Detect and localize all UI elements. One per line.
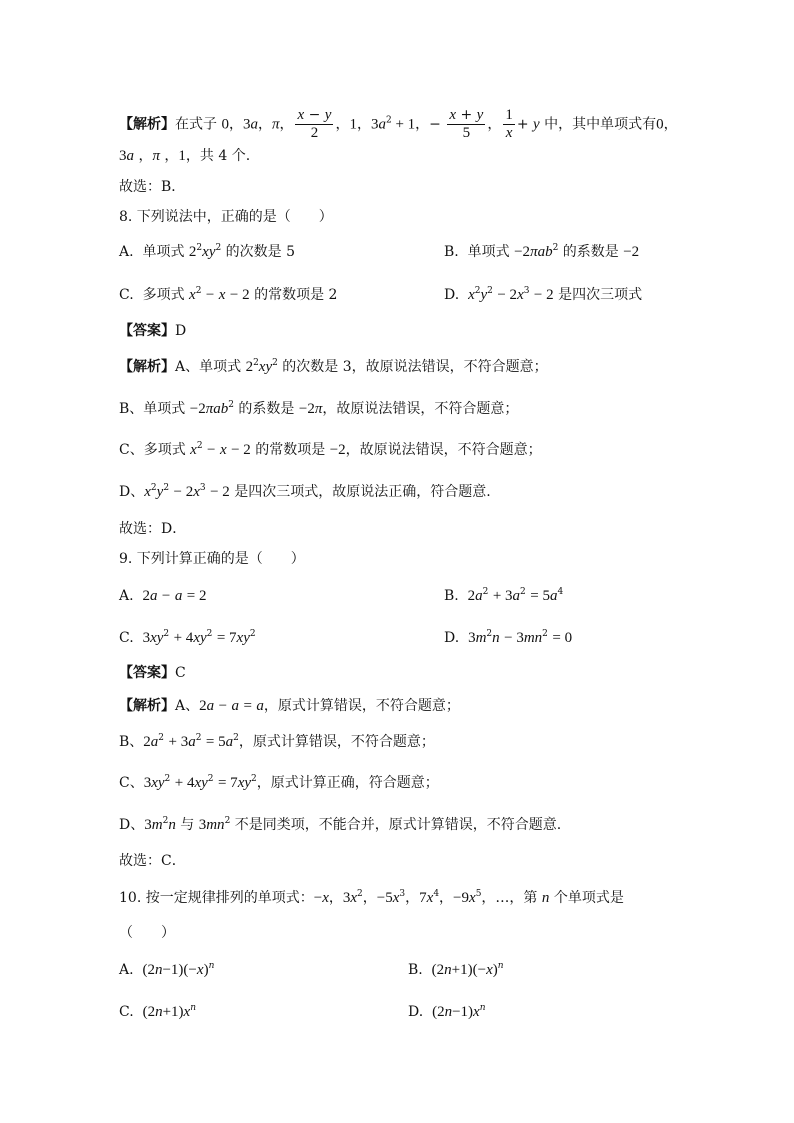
q10-option-d[interactable]: D. $(2n-1)x^n$ [408, 1003, 486, 1020]
q8-analysis-b: B、单项式 −2πab$^2$ 的系数是 −2π，故原说法错误，不符合题意； [119, 400, 519, 417]
analysis-tag: 【解析】 [119, 359, 175, 375]
answer-value: C [175, 665, 186, 681]
q9-option-d[interactable]: D. $3m^2n - 3mn^2 = 0$ [444, 629, 573, 646]
fraction-x-plus-y-over-5: $\frac{x + y}{5}$ [449, 107, 484, 141]
answer-tag: 【答案】 [119, 665, 175, 681]
fraction-1-over-x: $\frac{1}{x}$ [505, 107, 513, 141]
q8-option-c[interactable]: C. 多项式 $x^2 - x - 2$ 的常数项是 2 [119, 286, 338, 303]
q8-stem: 8. 下列说法中，正确的是（ ） [119, 209, 333, 225]
q8-answer [119, 321, 186, 341]
q9-option-a[interactable]: A. 2a − a = 2 [119, 588, 207, 604]
q9-analysis-d: D、$3m^2n$ 与 $3mn^2$ 不是同类项，不能合并，原式计算错误，不符合题意. [119, 816, 562, 833]
answer-value: D [175, 323, 187, 339]
q8-choice: 故选：D． [119, 521, 187, 537]
q9-option-b[interactable]: B. $2a^2 + 3a^2 = 5a^4$ [444, 587, 564, 604]
q9-answer [119, 663, 186, 683]
analysis-intro: 在式子 [175, 116, 217, 133]
q10-paren: （ ） [119, 925, 175, 941]
q8-analysis-a: 【解析】A、单项式 $2^2xy^2$ 的次数是 3，故原说法错误，不符合题意； [119, 358, 548, 375]
q9-analysis-c: C、$3xy^2 + 4xy^2 = 7xy^2$，原式计算正确，符合题意； [119, 774, 439, 791]
answer-tag: 【答案】 [119, 323, 175, 339]
analysis-mid: 中，其中单项式有 [544, 116, 657, 133]
fraction-x-minus-y-over-2: $\frac{x - y}{2}$ [297, 107, 332, 141]
q8-option-d[interactable]: D. $x^2y^2 - 2x^3 - 2$ 是四次三项式 [444, 286, 643, 303]
q8-analysis-d: D、$x^2y^2 - 2x^3 - 2$ 是四次三项式，故原说法正确，符合题意. [119, 483, 491, 500]
q8-option-a[interactable]: A. 单项式 $2^2xy^2$ 的次数是 5 [119, 243, 296, 260]
q9-option-c[interactable]: C. $3xy^2 + 4xy^2 = 7xy^2$ [119, 629, 256, 646]
q9-stem: 9. 下列计算正确的是（ ） [119, 551, 305, 567]
q10-option-a[interactable]: A. $(2n-1)(-x)^n$ [119, 961, 215, 978]
count-text: ，共 4 个. [185, 148, 251, 164]
q7-analysis-line-1: 【解析】在式子 0，3a，π， $\frac{x - y}{2}$ ，1，$3a^2 + 1$，− $\frac{x + y}{5}$ ， $\frac{1}{x}$ + y 中，其中单项式有0， [119, 107, 678, 141]
q7-analysis-line-2: 3a ，π ，1，共 4 个. [119, 148, 251, 164]
analysis-tag: 【解析】 [119, 116, 175, 133]
q8-option-b[interactable]: B. 单项式 −2πab$^2$ 的系数是 −2 [444, 243, 640, 260]
q9-analysis-b: B、$2a^2 + 3a^2 = 5a^2$，原式计算错误，不符合题意； [119, 733, 435, 750]
q10-stem: 10. 按一定规律排列的单项式：−x，$3x^2$，$-5x^3$，$7x^4$，$-9x^5$，…，第 n 个单项式是 [119, 889, 624, 906]
analysis-tag: 【解析】 [119, 698, 175, 714]
q9-choice: 故选：C． [119, 853, 186, 869]
q10-option-c[interactable]: C. $(2n+1)x^n$ [119, 1003, 197, 1020]
q8-analysis-c: C、多项式 $x^2 - x - 2$ 的常数项是 −2，故原说法错误，不符合题意； [119, 441, 542, 458]
q10-option-b[interactable]: B. $(2n+1)(-x)^n$ [408, 961, 504, 978]
q7-choice: 故选：B． [119, 179, 186, 195]
q9-analysis-a: 【解析】A、2a − a = a，原式计算错误，不符合题意； [119, 698, 460, 714]
